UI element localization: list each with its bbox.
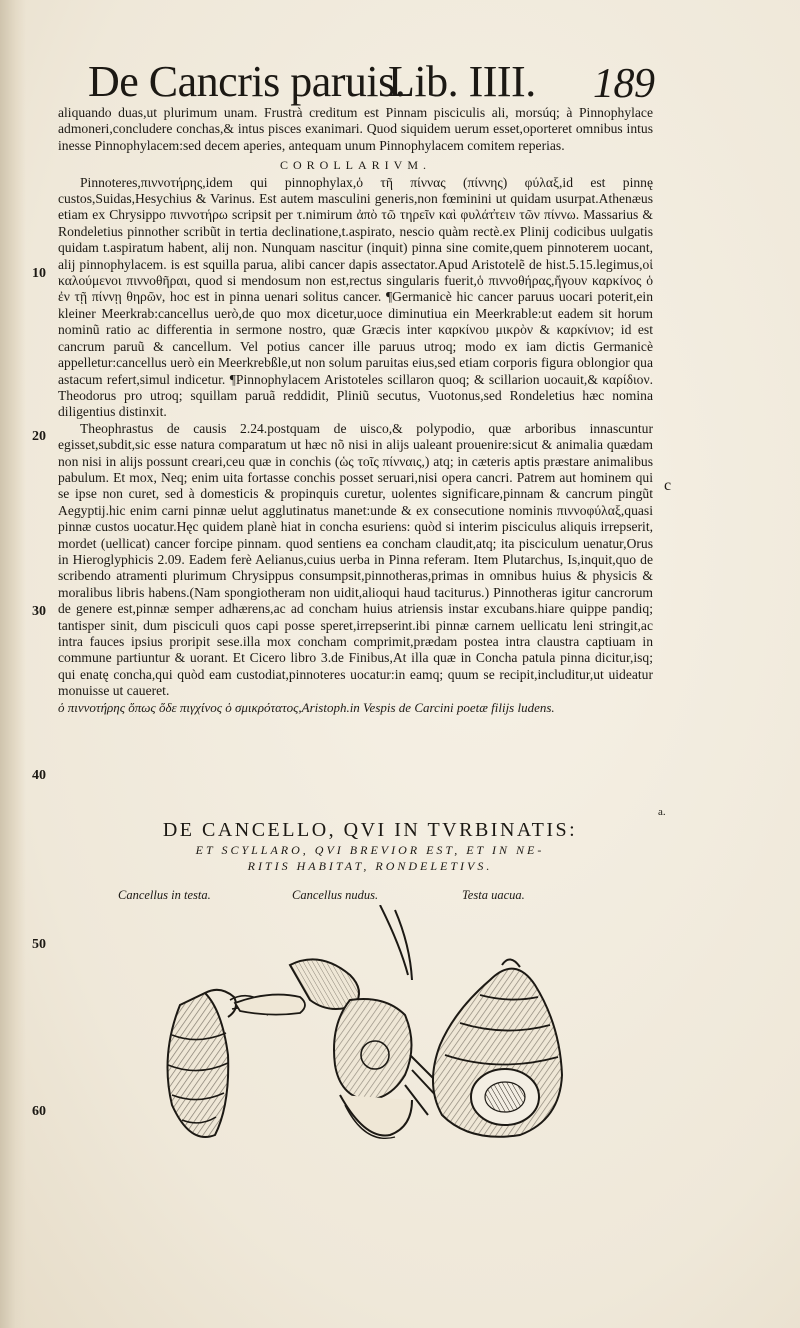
running-head <box>88 56 668 108</box>
margin-line-number: 60 <box>32 1104 46 1119</box>
corollarium-paragraph: Pinnoteres,πιννοτήρης,idem qui pinnophylax,ὁ τῆ πίννας (πίννης) φύλαξ,id est pinnę custos,Suidas,Hesychius & Varinus. Est autem masculini generis,non fœminini ut quidam usurpat.Athenæus etiam ex Chrysippo πιννοτήρω scripsit per τ.nimirum ἀπὸ τῶ τηρεῖν καὶ φυλάτ̓τειν τῶν πίννω. Massarius & Rondeletius pinnother scribũt in tertia declinatione,t.aspirato, nescio quàm rectè.ex Plinij codicibus uulgatis quidam t.aspiratum habent, alij non. Nunquam nascitur (inquit) pinna sine comite,quem pinnoterem uocant, alij pinnophylacem. is est squilla parua, alibi cancer dapis assectator.Apud Aristotelẽ de hist.5.15.legimus,οἱ καλούμενοι πιννοθῆραι, quod si mendosum non est,rectus singularis fuerit,ὁ πιννοθήρας,ἤγουν καρκίνος ὁ ἐν τῇ πίννῃ θηρῶν, hoc est in pinna uenari solitus cancer. ¶Germanicè hic cancer paruus uocari poterit,ein kleiner Meerkrab:cancellus uerò,de quo mox dicetur,uoce diminutiua ein Meerkrable:ut eadem sit horum nominũ ratio ac differentia in sermone nostro, quæ Græcis inter καρκίνου μικρὸν & καρκίνιον; id est cancrum paruũ & cancellum. Vel potius cancer ille paruus utroq; modo ex iam dictis Germanicè appelletur:cancellus uerò ein Meerkrebßle,ut non solum paruitas eius,sed etiam corporis figura oblongior qua astacum refert,simul indicetur. ¶Pinnophylacem Aristoteles scillaron quoq; & scillarion uocauit,& καρίδιον. Theodorus pro utroq; squillam paruã reddidit, Pliniũ secutus, Vuotonus,sed Rondeletius hæc nomina diligentius distinxit. <box>58 174 653 420</box>
section-heading-line: RITIS HABITAT, RONDELETIVS. <box>247 859 493 873</box>
section-heading-line: DE CANCELLO, QVI IN TVRBINATIS: <box>162 819 578 841</box>
margin-line-number: 10 <box>32 266 46 281</box>
corollarium-paragraph: Theophrastus de causis 2.24.postquam de uisco,& polypodio, quæ arboribus innascuntur egisset,subdit,sic esse natura comparatum ut hæc nõ nisi in alijs ualeant prouenire:sicut & animalia quædam non nisi in alijs possunt creari,ceu quæ in conchis (ὡς τοῖς πίνναις,) atq; in cæteris aptis præstare animalibus pabulum. Et mox, Neq; enim uita fortasse conchis posset seruari,nisi opera cancri. Patrem aut hominem qui se ipse non curet, sed à domesticis & propinquis curetur, uolentes significare,pinnam & cancrum pingũt Aegyptij.hic enim carni pinnæ uelut agglutinatus manet:unde & ex consecutione nominis πιννοφύλαξ,quasi pinnæ custos uocatur.Hęc quidem planè hiat in concha esuriens: quòd si interim pisciculus aliquis irrepserit, mordet (uellicat) cancer forcipe pinnam. quod sentiens ea concham claudit,atq; ita pisciculum uenatur,Orus in Hieroglyphicis 2.09. Eadem ferè Aelianus,cuius uerba in Pinna referam. Item Plutarchus, Is,inquit,quo de scribendo atramenti plurimum Chrysippus consumpsit,pinnotheras,primas in omnibus huius & physicis & moralibus libris habens.(Nam spongiotheram non uidit,alioqui haud taciturus.) Pinnotheras igitur cancrorum de genere est,pinnæ semper adhærens,ac ad concham huius atriensis instar excubans.hiare quippe pandiq; tantisper sinit, dum pisciculi quos capi posse speret,irrepserint.ibi pinnæ carnem uellicatu leni stringit,ac intra fauces ipsius proripit sese.illa mox concham comprimit,prædam postea intra claustra captiuam in commune partiuntur & uorant. Et Cicero libro 3.de Finibus,At illa quæ in Concha patula pinna dicitur,isq; qui enatę concha,qui quòd eam custodiat,pinnoteres uocatur:in eamq; quum se recipit,includitur,ut uideatur monuisse ut caueret. <box>58 420 653 699</box>
margin-mark-c: c <box>664 477 672 494</box>
paragraph-opening: aliquando duas,ut plurimum unam. Frustrà creditum est Pinnam pisciculis ali, morsúq; à Pinnophylace admoneri,concludere conchas,& intus pisces exanimari. Quod siquidem uerum esset,oporteret omnibus intus inesse Pinnophylacem:sed decem aperies, antequam unum Pinnophylacem comitem reperias. <box>58 105 653 153</box>
page-number: 189 <box>593 61 655 107</box>
running-head-title: De Cancris paruis. <box>88 57 406 106</box>
corollarium-heading: COROLLARIVM. <box>279 158 431 173</box>
margin-line-number: 30 <box>32 604 46 619</box>
greek-quote: ὁ πιννοτήρης ὅπως ὅδε πιγχίνος ὁ σμικρότατος,Aristoph.in Vespis de Carcini poetæ filijs ludens. <box>58 699 555 715</box>
woodcut-illustration <box>150 905 590 1170</box>
running-head-book: Lib. IIII. <box>388 57 536 106</box>
testa-uacua-figure <box>433 959 562 1136</box>
margin-mark-a: a. <box>658 806 666 818</box>
caption-cancellus-in-testa: Cancellus in testa. <box>118 888 211 902</box>
caption-cancellus-nudus: Cancellus nudus. <box>292 888 379 902</box>
page-gutter-shadow <box>0 0 26 1328</box>
section-heading <box>86 818 654 874</box>
margin-line-number: 40 <box>32 768 46 783</box>
body-text <box>58 105 653 716</box>
margin-line-number: 20 <box>32 429 46 444</box>
caption-testa-uacua: Testa uacua. <box>462 888 525 902</box>
section-heading-line: ET SCYLLARO, QVI BREVIOR EST, ET IN NE- <box>195 843 545 857</box>
margin-line-number: 50 <box>32 937 46 952</box>
cancellus-nudus-figure <box>235 905 440 1138</box>
